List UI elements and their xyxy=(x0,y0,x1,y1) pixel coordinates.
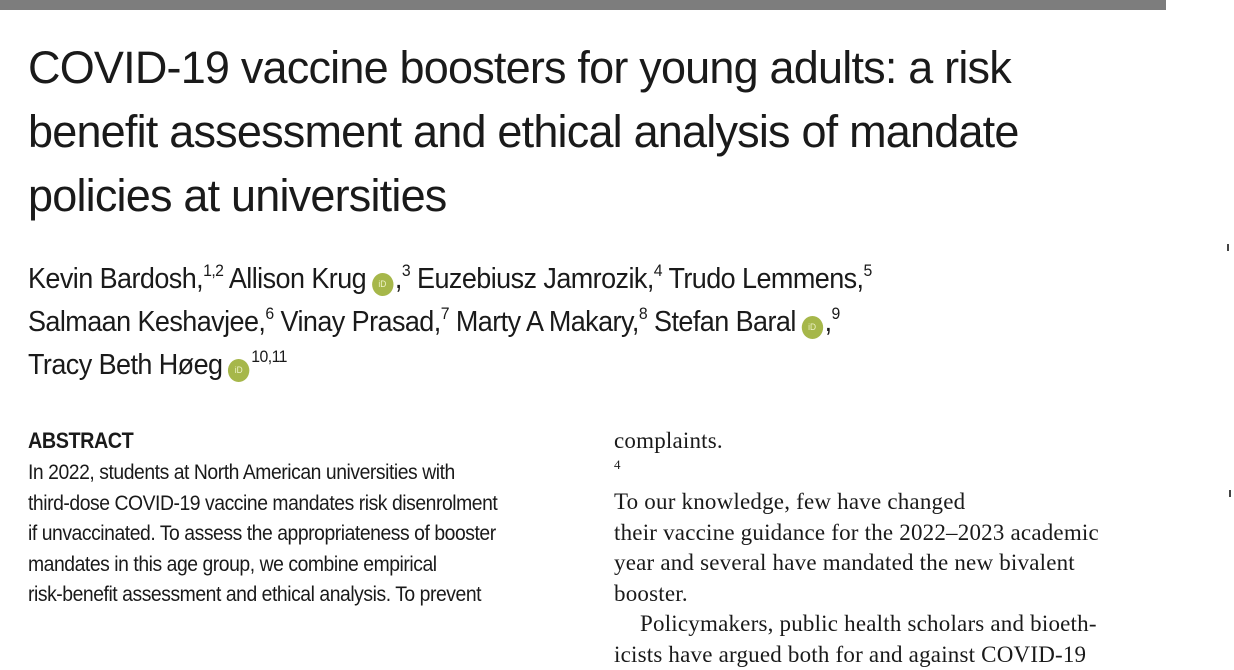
body-line: year and several have mandated the new bivalent xyxy=(614,548,1174,579)
title-line: COVID-19 vaccine boosters for young adults: a risk xyxy=(28,36,1178,100)
orcid-icon[interactable]: iD xyxy=(372,273,393,296)
body-line: their vaccine guidance for the 2022–2023 academic xyxy=(614,518,1174,549)
author-affiliation: 9 xyxy=(832,304,840,323)
title-line: policies at universities xyxy=(28,164,1178,228)
title-line: benefit assessment and ethical analysis of mandate xyxy=(28,100,1178,164)
abstract-line: risk-benefit assessment and ethical analysis. To prevent xyxy=(28,579,568,610)
author-affiliation: 5 xyxy=(864,261,872,280)
author-name: Stefan Baral xyxy=(654,306,796,338)
author-affiliation: 10,11 xyxy=(251,347,287,366)
reference-marker[interactable]: 4 xyxy=(614,457,621,472)
author-list xyxy=(28,258,1116,387)
author-affiliation: 7 xyxy=(441,304,449,323)
abstract-line: third-dose COVID-19 vaccine mandates risk disenrolment xyxy=(28,488,568,519)
abstract-line: In 2022, students at North American universities with xyxy=(28,457,568,488)
body-text-fragment: To our knowledge, few have changed xyxy=(614,487,1174,518)
margin-mark xyxy=(1227,244,1229,251)
body-line: Policymakers, public health scholars and bioeth- xyxy=(614,609,1174,640)
orcid-icon[interactable]: iD xyxy=(801,316,822,339)
author-line: Kevin Bardosh,$^{1,2}$ Allison Krug iD ,$^3$ Euzebiusz Jamrozik,$^4$ Trudo Lemmens,$^5$ xyxy=(28,258,1116,301)
author-line: Salmaan Keshavjee,$^6$ Vinay Prasad,$^7$ Marty A Makary,$^8$ Stefan Baral iD ,$^9$ xyxy=(28,301,1116,344)
abstract-line: if unvaccinated. To assess the appropriateness of booster xyxy=(28,518,568,549)
author-name: Allison Krug xyxy=(229,263,366,295)
author-affiliation: 8 xyxy=(639,304,647,323)
author-name: Salmaan Keshavjee, xyxy=(28,306,265,338)
margin-mark xyxy=(1229,490,1231,497)
author-line xyxy=(28,344,1116,387)
orcid-icon[interactable]: iD xyxy=(228,359,249,382)
abstract-heading: ABSTRACT xyxy=(28,427,133,455)
author-affiliation: 4 xyxy=(654,261,662,280)
article-title xyxy=(28,36,1178,228)
author-affiliation: 6 xyxy=(265,304,273,323)
body-line: icists have argued both for and against COVID-19 xyxy=(614,640,1174,670)
author-name: Kevin Bardosh, xyxy=(28,263,203,295)
abstract-line: mandates in this age group, we combine empirical xyxy=(28,549,568,580)
author-affiliation: 3 xyxy=(402,261,410,280)
author-name: Euzebiusz Jamrozik, xyxy=(417,263,654,295)
body-line xyxy=(614,426,1174,518)
author-name: Tracy Beth Høeg xyxy=(28,349,222,381)
journal-header-bar xyxy=(0,0,1166,10)
body-text-fragment: complaints. xyxy=(614,426,1174,457)
author-name: Vinay Prasad, xyxy=(281,306,441,338)
author-name: Trudo Lemmens, xyxy=(668,263,863,295)
author-affiliation: 1,2 xyxy=(203,261,223,280)
author-name: Marty A Makary, xyxy=(456,306,639,338)
abstract-text xyxy=(28,457,568,610)
body-line: booster. xyxy=(614,579,1174,610)
body-column xyxy=(614,426,1174,670)
